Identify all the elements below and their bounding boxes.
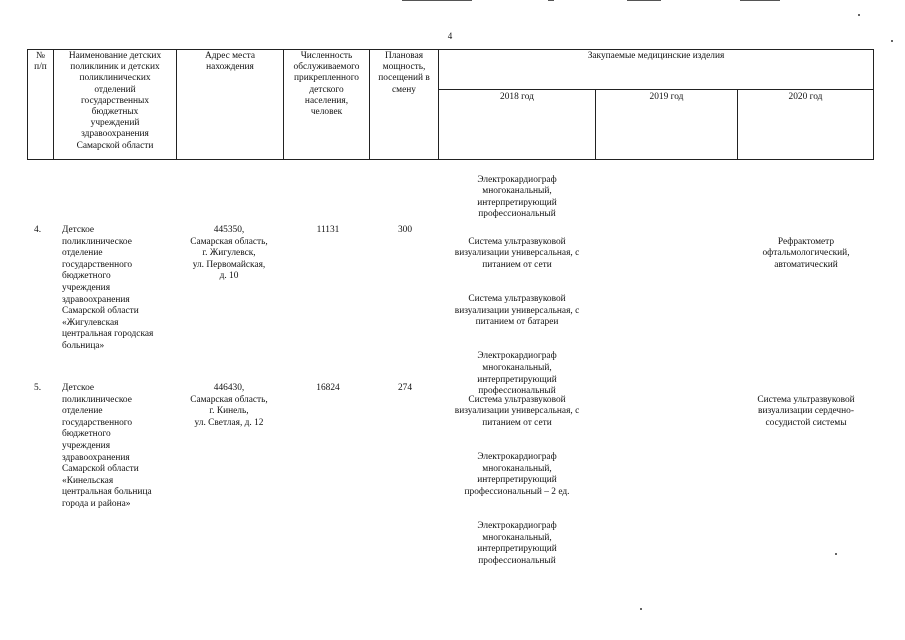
table-header <box>27 49 874 160</box>
scan-mark <box>740 0 780 1</box>
device-item: Система ультразвуковой визуализации сердечно- сосудистой системы <box>757 394 855 428</box>
device-item: Система ультразвуковой визуализации универсальная, с питанием от сети <box>454 394 580 428</box>
device-item: Электрокардиограф многоканальный, интерпретирующий профессиональный – 2 ед. <box>464 451 570 497</box>
scan-speck <box>891 40 893 42</box>
header-count: Численность обслуживаемого прикрепленного детского населения, человек <box>293 51 360 118</box>
device-item: Электрокардиограф многоканальный, интерпретирующий профессиональный <box>477 174 557 220</box>
row-number: 4. <box>34 225 42 235</box>
device-item: Электрокардиограф многоканальный, интерпретирующий профессиональный <box>477 351 557 397</box>
row-number: 5. <box>34 383 42 393</box>
device-item: Рефрактометр офтальмологический, автоматический <box>762 236 850 270</box>
device-item: Система ультразвуковой визуализации универсальная, с питанием от батареи <box>454 293 580 328</box>
header-year-2019: 2019 год <box>649 92 684 102</box>
population-count: 16824 <box>316 383 340 393</box>
header-year-2018: 2018 год <box>500 92 534 102</box>
scan-mark <box>548 0 554 1</box>
header-devices: Закупаемые медицинские изделия <box>587 51 725 61</box>
planned-capacity: 300 <box>397 225 413 235</box>
planned-capacity: 274 <box>397 383 413 393</box>
device-item: Электрокардиограф многоканальный, интерпретирующий профессиональный <box>477 520 557 566</box>
scan-speck <box>640 608 642 610</box>
devices-2018 <box>440 383 594 590</box>
header-year-2020: 2020 год <box>788 92 823 102</box>
device-item: Система ультразвуковой визуализации универсальная, с питанием от сети <box>454 236 580 270</box>
institution-name: Детское поликлиническое отделение государственного бюджетного учреждения здравоохранения Самарской области «Жигулевская центральная городская больница» <box>62 225 154 351</box>
devices-2020 <box>738 383 874 452</box>
header-address: Адрес места нахождения <box>205 51 255 73</box>
scan-speck <box>858 14 860 16</box>
institution-address: 446430, Самарская область, г. Кинель, ул. Светлая, д. 12 <box>190 383 268 428</box>
institution-name: Детское поликлиническое отделение государственного бюджетного учреждения здравоохранения Самарской области «Кинельская центральная больница города и района» <box>62 383 152 509</box>
scan-mark <box>627 0 661 1</box>
header-name: Наименование детских поликлиник и детских поликлинических отделений государственных бюджетных учреждений здравоохранения Самарской области <box>68 51 162 151</box>
population-count: 11131 <box>316 225 340 235</box>
header-num: № п/п <box>34 51 47 73</box>
devices-2020 <box>738 225 874 294</box>
scan-mark <box>402 0 472 1</box>
scan-speck <box>835 553 837 555</box>
institution-address: 445350, Самарская область, г. Жигулевск, ул. Первомайская, д. 10 <box>190 225 268 282</box>
header-power: Плановая мощность, посещений в смену <box>378 51 430 95</box>
page-number: 4 <box>447 31 453 41</box>
